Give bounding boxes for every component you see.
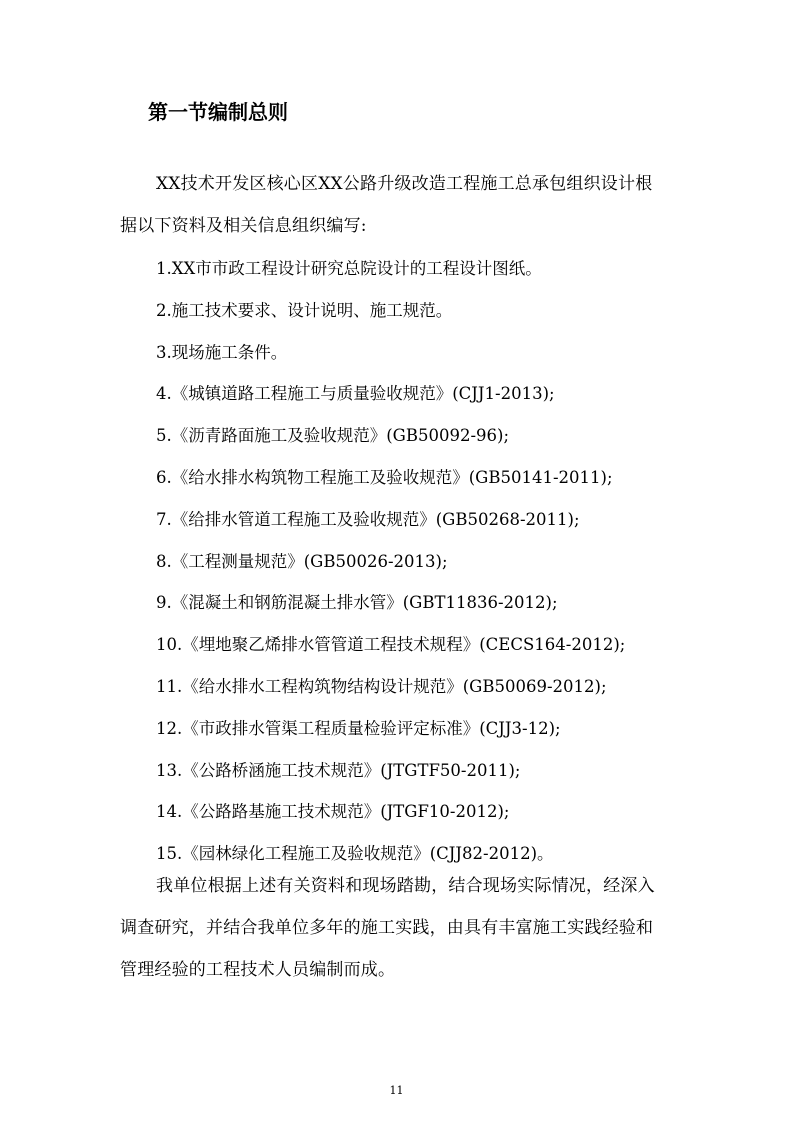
list-item: 12.《市政排水管渠工程质量检验评定标准》(CJJ3-12); — [156, 718, 561, 738]
list-item: 2.施工技术要求、设计说明、施工规范。 — [156, 300, 453, 320]
list-item: 5.《沥青路面施工及验收规范》(GB50092-96); — [156, 426, 510, 446]
list-item: 9.《混凝土和钢筋混凝土排水管》(GBT11836-2012); — [156, 593, 558, 613]
reference-list — [156, 248, 625, 875]
list-item: 6.《给水排水构筑物工程施工及验收规范》(GB50141-2011); — [156, 467, 613, 487]
list-item: 13.《公路桥涵施工技术规范》(JTGTF50-2011); — [156, 760, 521, 780]
list-item: 1.XX市市政工程设计研究总院设计的工程设计图纸。 — [156, 259, 542, 278]
intro-paragraph: XX技术开发区核心区XX公路升级改造工程施工总承包组织设计根据以下资料及相关信息组织编写: — [120, 174, 653, 236]
list-item: 14.《公路路基施工技术规范》(JTGF10-2012); — [156, 802, 510, 822]
closing-paragraph: 我单位根据上述有关资料和现场踏勘，结合现场实际情况，经深入调查研究，并结合我单位多年的施工实践，由具有丰富施工实践经验和管理经验的工程技术人员编制而成。 — [120, 876, 655, 980]
page-number: 11 — [389, 1084, 404, 1097]
list-item: 4.《城镇道路工程施工与质量验收规范》(CJJ1-2013); — [156, 384, 555, 404]
list-item: 11.《给水排水工程构筑物结构设计规范》(GB50069-2012); — [156, 676, 607, 696]
list-item: 3.现场施工条件。 — [156, 342, 288, 362]
list-item: 10.《埋地聚乙烯排水管管道工程技术规程》(CECS164-2012); — [156, 635, 626, 655]
list-item: 15.《园林绿化工程施工及验收规范》(CJJ82-2012)。 — [156, 844, 554, 864]
list-item: 8.《工程测量规范》(GB50026-2013); — [156, 551, 448, 571]
section-heading: 第一节编制总则 — [148, 100, 288, 124]
list-item: 7.《给排水管道工程施工及验收规范》(GB50268-2011); — [156, 509, 580, 529]
